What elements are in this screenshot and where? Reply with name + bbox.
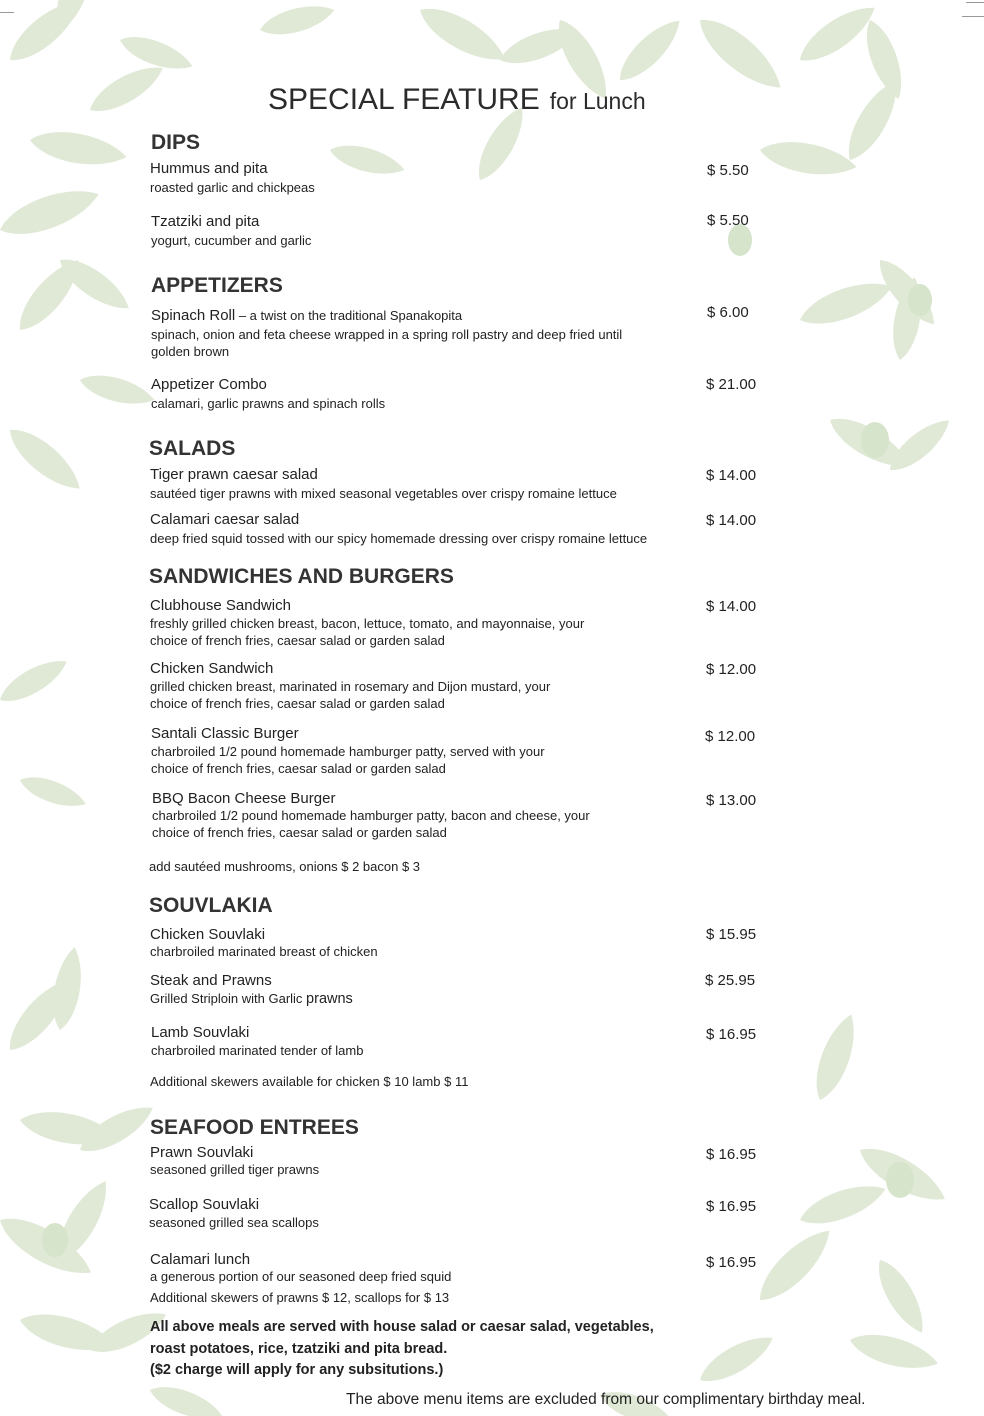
- meals-note: [150, 1317, 710, 1382]
- item-price: $ 12.00: [705, 728, 756, 745]
- item-desc: seasoned grilled sea scallops: [149, 1215, 319, 1230]
- item-price: $ 13.00: [706, 792, 757, 809]
- item-desc: spinach, onion and feta cheese wrapped in a spring roll pastry and deep fried until golden brown: [151, 327, 623, 359]
- item-name: Santali Classic Burger: [151, 725, 299, 742]
- item-name: [151, 307, 462, 324]
- item-price: $ 5.50: [707, 162, 749, 179]
- item-desc: grilled chicken breast, marinated in rosemary and Dijon mustard, your choice of french fries, caesar salad or garden salad: [150, 679, 551, 711]
- item-price: $ 16.95: [706, 1254, 757, 1271]
- item-price: $ 15.95: [706, 926, 757, 943]
- extras-note: Additional skewers of prawns $ 12, scallops for $ 13: [150, 1290, 450, 1305]
- item-name: Calamari caesar salad: [150, 511, 300, 528]
- extras-note: Additional skewers available for chicken $ 10 lamb $ 11: [150, 1074, 469, 1089]
- item-price: $ 25.95: [705, 972, 756, 989]
- section-title-seafood: SEAFOOD ENTREES: [150, 1116, 359, 1139]
- item-price: $ 14.00: [706, 598, 757, 615]
- item-desc-end: prawns: [306, 991, 353, 1007]
- section-title-dips: DIPS: [151, 131, 201, 154]
- item-price: $ 12.00: [706, 661, 757, 678]
- section-title-appetizers: APPETIZERS: [151, 274, 283, 297]
- item-name: BBQ Bacon Cheese Burger: [152, 790, 336, 807]
- item-name: Tzatziki and pita: [151, 213, 260, 230]
- item-name: Clubhouse Sandwich: [150, 597, 291, 614]
- item-name: Tiger prawn caesar salad: [150, 466, 318, 483]
- item-price: $ 6.00: [707, 304, 749, 321]
- item-desc: seasoned grilled tiger prawns: [150, 1162, 320, 1177]
- item-name: Scallop Souvlaki: [149, 1196, 260, 1213]
- item-desc-main: Grilled Striploin with Garlic: [150, 991, 307, 1006]
- item-name: Chicken Sandwich: [150, 660, 274, 677]
- item-desc: deep fried squid tossed with our spicy homemade dressing over crispy romaine lettuce: [150, 531, 648, 546]
- item-name: Appetizer Combo: [151, 376, 267, 393]
- item-desc: charbroiled 1/2 pound homemade hamburger patty, served with your choice of french fries, caesar salad or garden salad: [151, 744, 545, 776]
- item-desc: freshly grilled chicken breast, bacon, lettuce, tomato, and mayonnaise, your choice of french fries, caesar salad or garden salad: [150, 616, 585, 648]
- item-desc: a generous portion of our seasoned deep fried squid: [150, 1269, 452, 1284]
- meals-note-line: ($2 charge will apply for any subsitutions.): [150, 1362, 444, 1378]
- meals-note-line: roast potatoes, rice, tzatziki and pita bread.: [150, 1340, 448, 1357]
- item-desc: charbroiled 1/2 pound homemade hamburger patty, bacon and cheese, your choice of french fries, caesar salad or garden salad: [152, 808, 590, 840]
- item-name-main: Spinach Roll: [151, 307, 236, 324]
- item-name: Hummus and pita: [150, 160, 268, 177]
- extras-note: add sautéed mushrooms, onions $ 2 bacon $ 3: [149, 859, 421, 874]
- title-sub: for Lunch: [549, 88, 646, 114]
- item-desc: [150, 990, 353, 1008]
- item-name: Lamb Souvlaki: [151, 1024, 250, 1041]
- title-main: SPECIAL FEATURE: [268, 83, 540, 116]
- item-desc: charbroiled marinated breast of chicken: [150, 944, 378, 959]
- item-price: $ 16.95: [706, 1198, 757, 1215]
- item-price: $ 14.00: [706, 512, 757, 529]
- section-title-salads: SALADS: [149, 437, 236, 460]
- item-price: $ 14.00: [706, 467, 757, 484]
- crop-mark: [962, 16, 984, 17]
- item-price: $ 16.95: [706, 1146, 757, 1163]
- birthday-disclaimer: The above menu items are excluded from our complimentary birthday meal.: [346, 1391, 866, 1408]
- item-name-suffix: – a twist on the traditional Spanakopita: [235, 308, 463, 323]
- item-desc: calamari, garlic prawns and spinach rolls: [151, 396, 386, 411]
- item-desc: sautéed tiger prawns with mixed seasonal vegetables over crispy romaine lettuce: [150, 486, 617, 501]
- item-desc: roasted garlic and chickpeas: [150, 180, 315, 195]
- crop-mark: [966, 2, 984, 3]
- crop-mark: [0, 12, 14, 13]
- item-name: Calamari lunch: [150, 1251, 251, 1268]
- meals-note-line: All above meals are served with house salad or caesar salad, vegetables,: [150, 1319, 654, 1335]
- item-price: $ 5.50: [707, 212, 749, 229]
- page-title: [268, 83, 646, 117]
- section-title-sandwiches: SANDWICHES AND BURGERS: [149, 565, 454, 588]
- item-name: Steak and Prawns: [150, 972, 272, 989]
- item-name: Prawn Souvlaki: [150, 1144, 254, 1161]
- item-desc: charbroiled marinated tender of lamb: [151, 1043, 364, 1058]
- item-price: $ 16.95: [706, 1026, 757, 1043]
- item-desc: yogurt, cucumber and garlic: [151, 233, 312, 248]
- item-price: $ 21.00: [706, 376, 757, 393]
- section-title-souvlakia: SOUVLAKIA: [149, 894, 273, 917]
- item-name: Chicken Souvlaki: [150, 926, 266, 943]
